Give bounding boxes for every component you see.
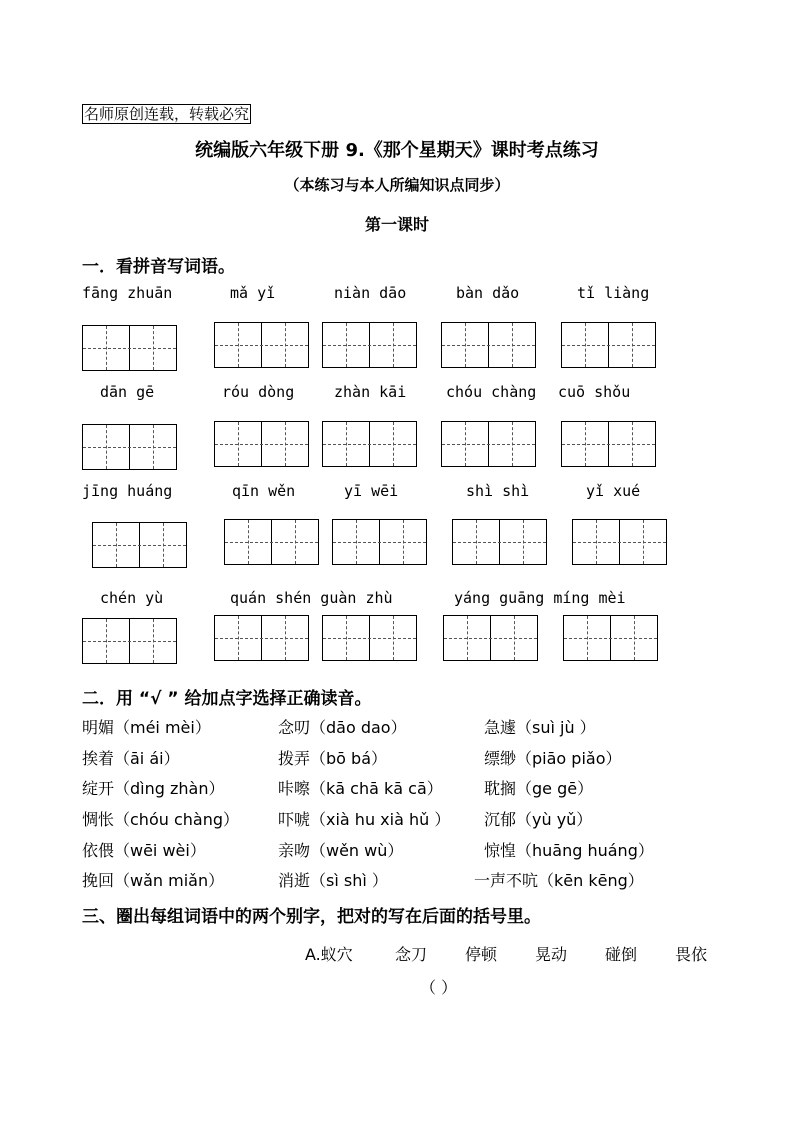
reading-choice-item[interactable]: 依偎（wēi wèi） bbox=[82, 841, 206, 860]
section-1-heading: 一．看拼音写词语。 bbox=[82, 257, 235, 277]
pinyin-label: yī wēi bbox=[344, 482, 399, 500]
writing-grid[interactable] bbox=[572, 519, 667, 565]
section-2-heading: 二．用 “√ ” 给加点字选择正确读音。 bbox=[82, 689, 372, 709]
pinyin-label: yǐ xué bbox=[586, 482, 641, 500]
lesson-label: 第一课时 bbox=[364, 215, 429, 234]
writing-grid[interactable] bbox=[322, 421, 417, 467]
writing-grid[interactable] bbox=[214, 322, 309, 368]
reading-choice-item[interactable]: 惆怅（chóu chàng） bbox=[82, 810, 239, 829]
reading-choice-item[interactable]: 拨弄（bō bá） bbox=[278, 749, 387, 768]
answer-brackets[interactable]: （ ） bbox=[420, 978, 458, 997]
writing-grid[interactable] bbox=[214, 615, 309, 661]
writing-grid[interactable] bbox=[332, 519, 427, 565]
reading-choice-item[interactable]: 明媚（méi mèi） bbox=[82, 718, 211, 737]
pinyin-label: chóu chàng bbox=[446, 383, 537, 401]
page-title: 统编版六年级下册 9.《那个星期天》课时考点练习 bbox=[195, 140, 599, 161]
writing-grid[interactable] bbox=[561, 421, 656, 467]
pinyin-label: quán shén guàn zhù bbox=[230, 589, 393, 607]
reading-choice-item[interactable]: 急遽（suì jù ） bbox=[484, 718, 596, 737]
reading-choice-item[interactable]: 缥缈（piāo piǎo） bbox=[484, 749, 622, 768]
pinyin-label: zhàn kāi bbox=[334, 383, 407, 401]
writing-grid[interactable] bbox=[322, 615, 417, 661]
pinyin-label: cuō shǒu bbox=[558, 383, 631, 401]
reading-choice-item[interactable]: 耽搁（ge gē） bbox=[484, 779, 594, 798]
pinyin-label: jīng huáng bbox=[82, 482, 173, 500]
reading-choice-item[interactable]: 惊惶（huāng huáng） bbox=[484, 841, 654, 860]
pinyin-label: niàn dāo bbox=[334, 284, 407, 302]
pinyin-label: dān gē bbox=[100, 383, 155, 401]
writing-grid[interactable] bbox=[214, 421, 309, 467]
reading-choice-item[interactable]: 沉郁（yù yǔ） bbox=[484, 810, 593, 829]
word-option[interactable]: 念刀 bbox=[395, 945, 428, 964]
writing-grid[interactable] bbox=[441, 322, 536, 368]
page-subtitle: （本练习与本人所编知识点同步） bbox=[284, 176, 510, 194]
reading-choice-item[interactable]: 咔嚓（kā chā kā cā） bbox=[278, 779, 443, 798]
pinyin-label: bàn dǎo bbox=[456, 284, 520, 302]
reading-choice-item[interactable]: 一声不吭（kēn kēng） bbox=[474, 871, 644, 890]
pinyin-label: fāng zhuān bbox=[82, 284, 173, 302]
word-option[interactable]: 畏依 bbox=[675, 945, 708, 964]
pinyin-label: róu dòng bbox=[222, 383, 295, 401]
pinyin-label: qīn wěn bbox=[232, 482, 296, 500]
reading-choice-item[interactable]: 吓唬（xià hu xià hǔ ） bbox=[278, 810, 451, 829]
pinyin-label: yáng guāng míng mèi bbox=[454, 589, 626, 607]
reading-choice-item[interactable]: 挨着（āi ái） bbox=[82, 749, 180, 768]
word-option[interactable]: 晃动 bbox=[535, 945, 568, 964]
pinyin-label: mǎ yǐ bbox=[230, 284, 276, 302]
section-3-heading: 三、圈出每组词语中的两个别字，把对的写在后面的括号里。 bbox=[82, 907, 541, 927]
reading-choice-item[interactable]: 绽开（dìng zhàn） bbox=[82, 779, 225, 798]
word-option[interactable]: 碰倒 bbox=[605, 945, 638, 964]
reading-choice-item[interactable]: 亲吻（wěn wù） bbox=[278, 841, 404, 860]
writing-grid[interactable] bbox=[82, 424, 177, 470]
pinyin-label: shì shì bbox=[466, 482, 530, 500]
pinyin-label: tǐ liàng bbox=[577, 284, 650, 302]
writing-grid[interactable] bbox=[561, 322, 656, 368]
word-option[interactable]: 停顿 bbox=[465, 945, 498, 964]
reading-choice-item[interactable]: 消逝（sì shì ） bbox=[278, 871, 388, 890]
writing-grid[interactable] bbox=[441, 421, 536, 467]
writing-grid[interactable] bbox=[82, 618, 177, 664]
writing-grid[interactable] bbox=[82, 325, 177, 371]
writing-grid[interactable] bbox=[224, 519, 319, 565]
reading-choice-item[interactable]: 念叨（dāo dao） bbox=[278, 718, 407, 737]
reading-choice-item[interactable]: 挽回（wǎn miǎn） bbox=[82, 871, 225, 890]
writing-grid[interactable] bbox=[92, 522, 187, 568]
pinyin-label: chén yù bbox=[100, 589, 164, 607]
word-option[interactable]: A.蚁穴 bbox=[305, 945, 353, 964]
writing-grid[interactable] bbox=[563, 615, 658, 661]
writing-grid[interactable] bbox=[443, 615, 538, 661]
writing-grid[interactable] bbox=[322, 322, 417, 368]
copyright-notice: 名师原创连载，转载必究 bbox=[84, 105, 250, 123]
writing-grid[interactable] bbox=[452, 519, 547, 565]
